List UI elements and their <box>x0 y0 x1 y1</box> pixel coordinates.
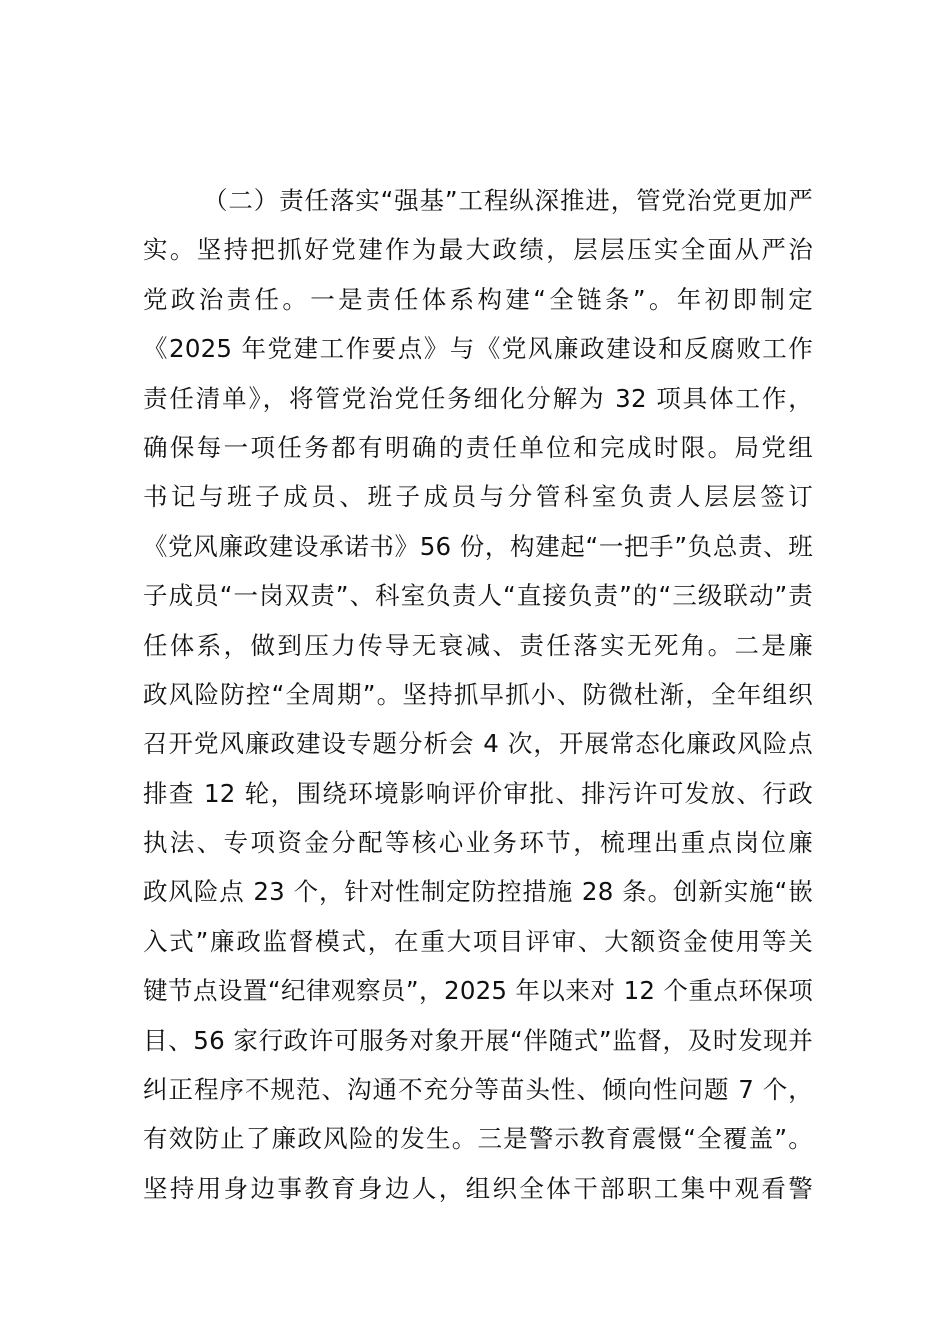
paragraph-line: 目、56 家行政许可服务对象开展“伴随式”监督，及时发现并 <box>143 1025 813 1055</box>
paragraph-line: 子成员“一岗双责”、科室负责人“直接负责”的“三级联动”责 <box>143 581 813 611</box>
paragraph-line: 党政治责任。一是责任体系构建“全链条”。年初即制定 <box>143 284 813 314</box>
paragraph-line: 任体系，做到压力传导无衰减、责任落实无死角。二是廉 <box>143 630 813 660</box>
paragraph-line: 确保每一项任务都有明确的责任单位和完成时限。局党组 <box>143 432 813 462</box>
paragraph-line: 政风险点 23 个，针对性制定防控措施 28 条。创新实施“嵌 <box>143 877 813 907</box>
paragraph-line: 入式”廉政监督模式，在重大项目评审、大额资金使用等关 <box>143 926 813 956</box>
paragraph-line: 《党风廉政建设承诺书》56 份，构建起“一把手”负总责、班 <box>143 531 813 561</box>
paragraph-line: 召开党风廉政建设专题分析会 4 次，开展常态化廉政风险点 <box>143 729 813 759</box>
paragraph-line: 有效防止了廉政风险的发生。三是警示教育震慑“全覆盖”。 <box>143 1124 813 1154</box>
paragraph-line: （二）责任落实“强基”工程纵深推进，管党治党更加严 <box>203 186 813 215</box>
paragraph-line: 责任清单》，将管党治党任务细化分解为 32 项具体工作， <box>143 383 813 413</box>
paragraph-line: 纠正程序不规范、沟通不充分等苗头性、倾向性问题 7 个， <box>143 1075 813 1105</box>
paragraph-line: 政风险防控“全周期”。坚持抓早抓小、防微杜渐，全年组织 <box>143 679 813 709</box>
paragraph-line: 键节点设置“纪律观察员”，2025 年以来对 12 个重点环保项 <box>143 976 813 1006</box>
paragraph-line: 《2025 年党建工作要点》与《党风廉政建设和反腐败工作 <box>143 334 813 364</box>
paragraph-line: 实。坚持把抓好党建作为最大政绩，层层压实全面从严治 <box>143 235 813 265</box>
paragraph-line: 排查 12 轮，围绕环境影响评价审批、排污许可发放、行政 <box>143 778 813 808</box>
paragraph-line: 坚持用身边事教育身边人，组织全体干部职工集中观看警 <box>143 1173 813 1203</box>
paragraph-line: 执法、专项资金分配等核心业务环节，梳理出重点岗位廉 <box>143 828 813 858</box>
body-paragraph <box>143 176 813 1213</box>
paragraph-line: 书记与班子成员、班子成员与分管科室负责人层层签订 <box>143 482 813 512</box>
